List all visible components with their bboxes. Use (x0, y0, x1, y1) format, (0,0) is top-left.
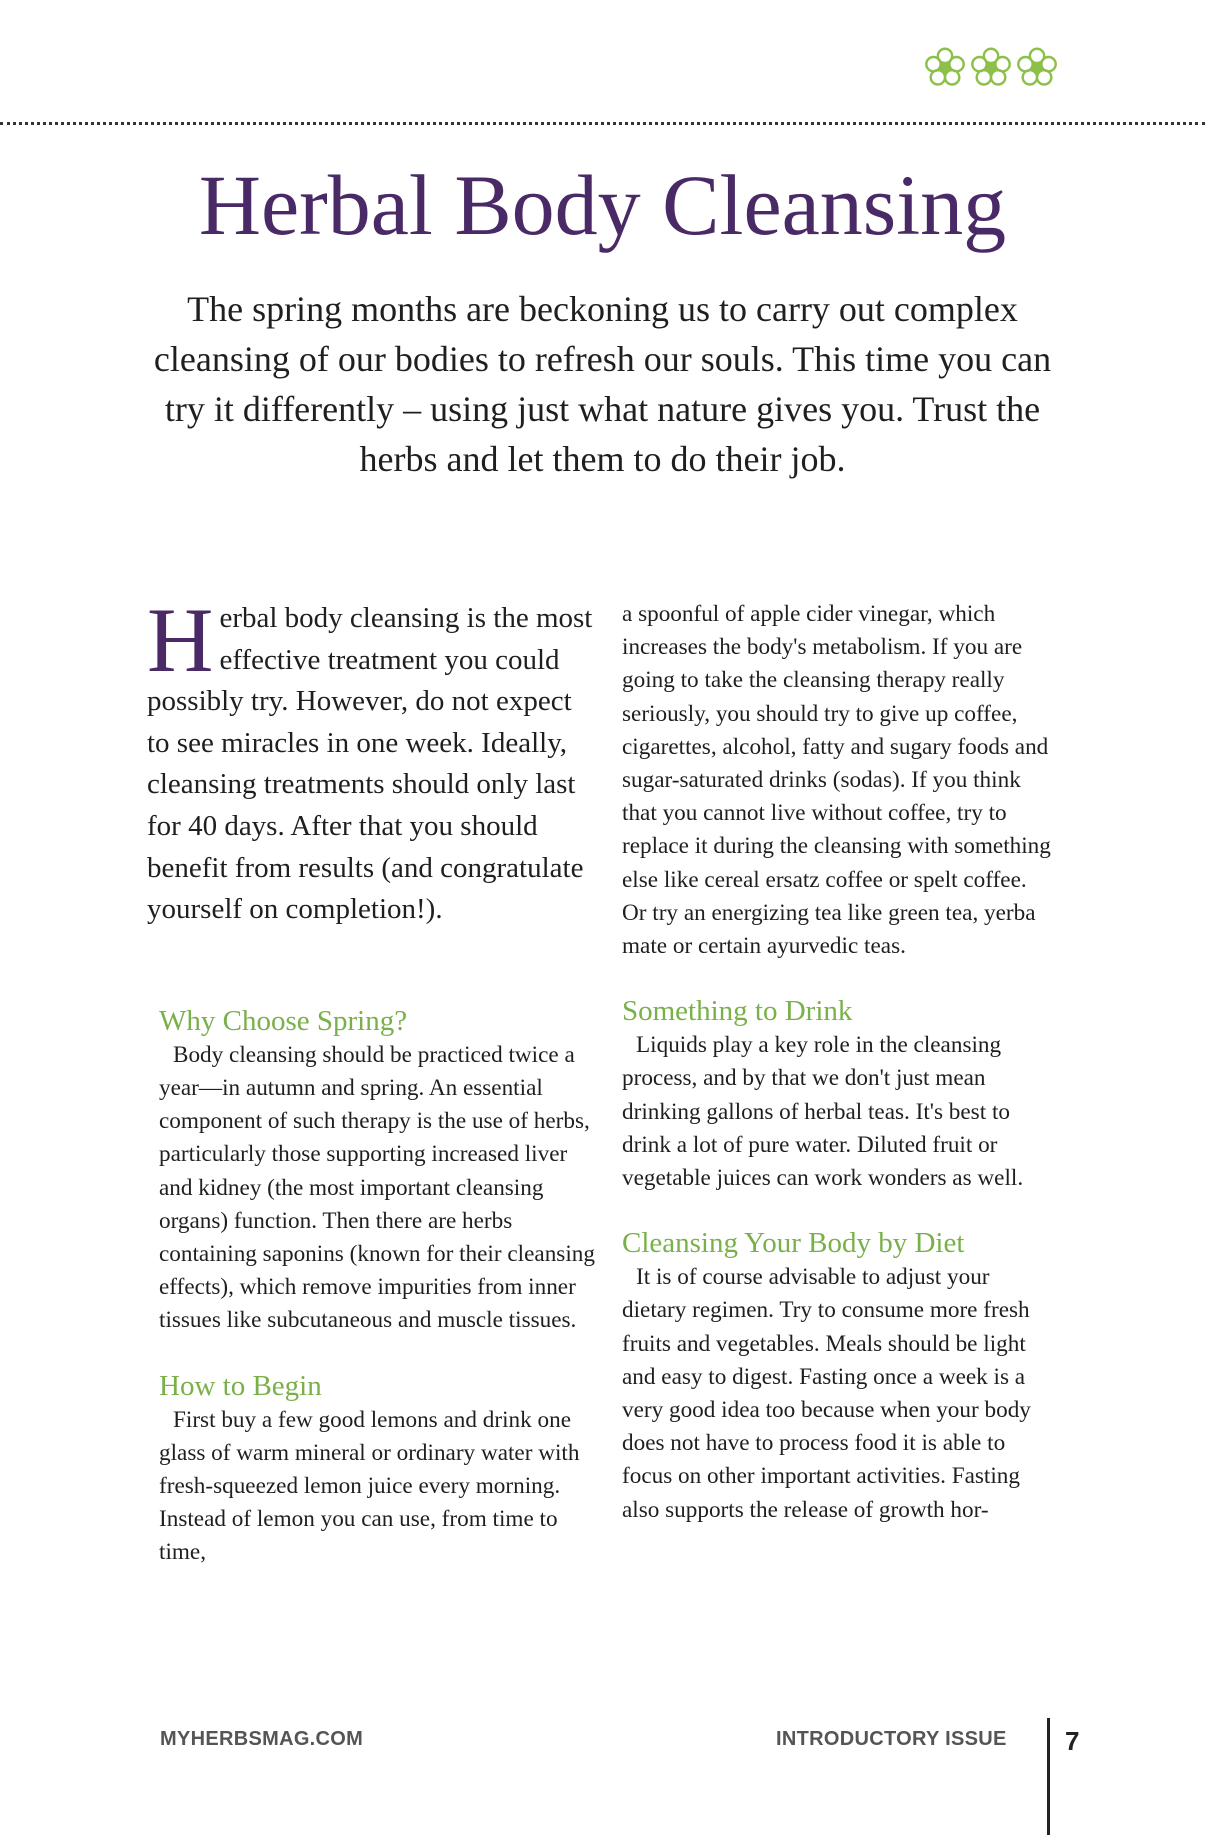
header-ornament (923, 46, 1059, 92)
left-column (147, 589, 597, 1600)
footer-divider (1047, 1718, 1050, 1835)
flower-icon (923, 46, 967, 92)
footer-site: MYHERBSMAG.COM (160, 1728, 364, 1750)
section-heading-how-to-begin: How to Begin (159, 1369, 322, 1402)
section-heading-diet: Cleansing Your Body by Diet (622, 1227, 965, 1260)
flower-icon (969, 46, 1013, 92)
lead-text: erbal body cleansing is the most effective treatment you could possibly try. However, do not expect to see miracles in one week. Ideally, cleansing treatments should only last for 40 days. After that you should benefit from results (and congratulate yourself on completion!). (147, 602, 593, 926)
flower-icon (1015, 46, 1059, 92)
drop-cap: H (147, 589, 214, 691)
page-number: 7 (1065, 1726, 1080, 1756)
section-text-how-to-begin: First buy a few good lemons and drink one glass of warm mineral or ordinary water with fresh-squeezed lemon juice every morning. Instead of lemon you can use, from time to time, (159, 1406, 580, 1566)
section-text-diet: It is of course advisable to adjust your dietary regimen. Try to consume more fresh fruits and vegetables. Meals should be light and easy to digest. Fasting once a week is a very good idea too because when your body does not have to process food it is able to focus on other important activities. Fasting also supports the release of growth hor- (622, 1264, 1031, 1523)
section-text-something-to-drink: Liquids play a key role in the cleansing process, and by that we don't just mean drinking gallons of herbal teas. It's best to drink a lot of pure water. Diluted fruit or vegetable juices can work wonders as well. (622, 1032, 1024, 1192)
article-intro: The spring months are beckoning us to carry out complex cleansing of our bodies to refresh our souls. This time you can try it differently – using just what nature gives you. Trust the herbs and let them to do their job. (153, 289, 1052, 479)
dotted-divider (0, 122, 1205, 125)
lead-paragraph (147, 589, 597, 931)
section-heading-why-spring: Why Choose Spring? (159, 1004, 408, 1037)
article-title: Herbal Body Cleansing (198, 157, 1007, 253)
footer-issue: INTRODUCTORY ISSUE (776, 1728, 1007, 1750)
section-heading-something-to-drink: Something to Drink (622, 995, 853, 1028)
section-text-how-to-begin-continued: a spoonful of apple cider vinegar, which increases the body's metabolism. If you are going to take the cleansing therapy really seriously, you should try to give up coffee, cigarettes, alcohol, fatty and sugary foods and sugar-saturated drinks (sodas). If you think that you cannot live without coffee, try to replace it during the cleansing with something else like cereal ersatz coffee or spelt coffee. Or try an energizing tea like green tea, yerba mate or certain ayurvedic teas. (622, 601, 1051, 960)
section-text-why-spring: Body cleansing should be practiced twice a year—in autumn and spring. An essential component of such therapy is the use of herbs, particularly those supporting increased liver and kidney (the most important cleansing organs) function. Then there are herbs containing saponins (known for their cleansing effects), which remove impurities from inner tissues like subcutaneous and muscle tissues. (159, 1041, 595, 1334)
right-column (622, 598, 1052, 1557)
